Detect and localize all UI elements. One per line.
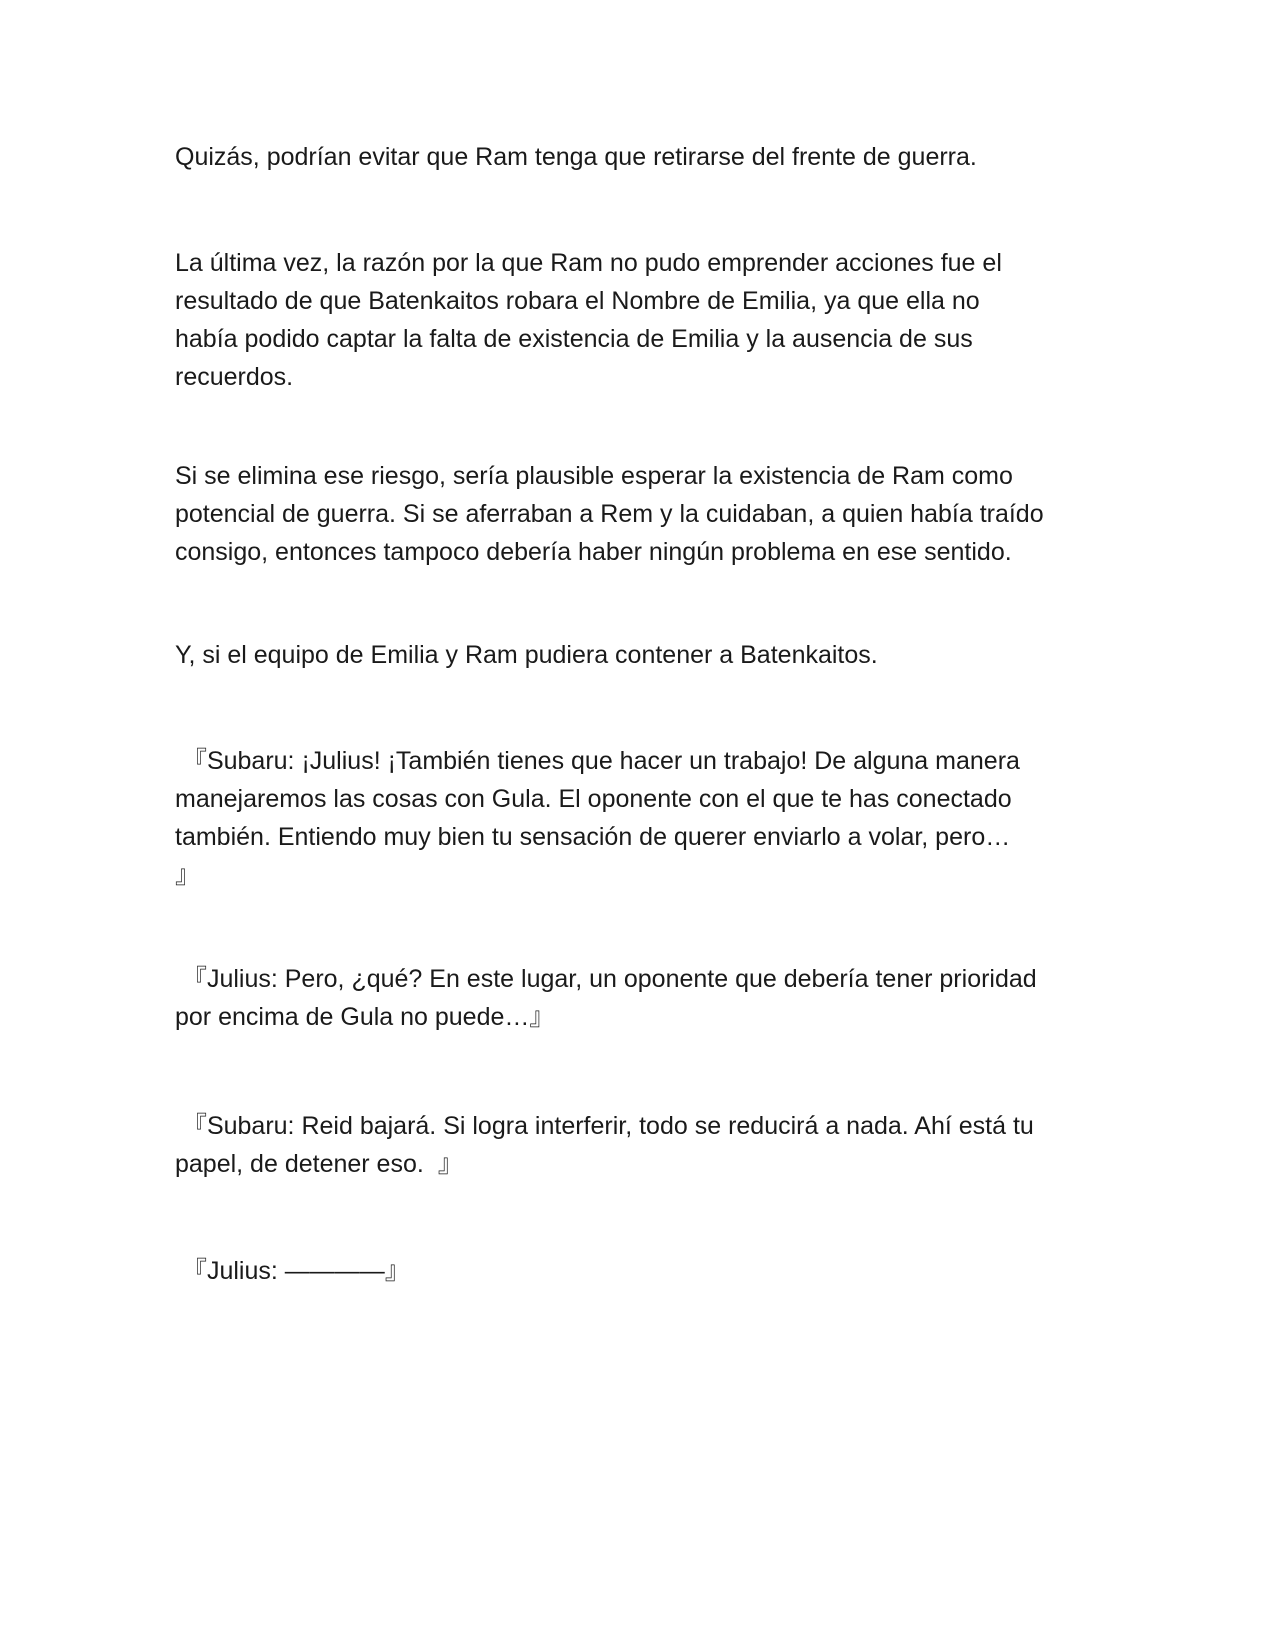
paragraph-1 [175,138,1095,176]
text-line: también. Entiendo muy bien tu sensación de querer enviarlo a volar, pero… [175,823,1011,851]
dialogue-subaru-1 [175,742,1095,894]
text-line: por encima de Gula no puede…』 [175,1003,555,1031]
text-line: Quizás, podrían evitar que Ram tenga que retirarse del frente de guerra. [175,143,977,171]
dialogue-subaru-2 [175,1107,1095,1183]
text-line: papel, de detener eso. 』 [175,1150,463,1178]
dialogue-julius-1 [175,960,1095,1036]
text-line: resultado de que Batenkaitos robara el Nombre de Emilia, ya que ella no [175,287,980,315]
text-line: Y, si el equipo de Emilia y Ram pudiera contener a Batenkaitos. [175,641,878,669]
paragraph-2 [175,244,1095,396]
paragraph-4 [175,636,1095,674]
text-line: 『Julius: ————』 [175,1257,410,1285]
text-line: 『Julius: Pero, ¿qué? En este lugar, un oponente que debería tener prioridad [175,965,1037,993]
text-line: manejaremos las cosas con Gula. El oponente con el que te has conectado [175,785,1012,813]
text-line: Si se elimina ese riesgo, sería plausible esperar la existencia de Ram como [175,462,1013,490]
dialogue-julius-2 [175,1252,1095,1290]
text-line: había podido captar la falta de existencia de Emilia y la ausencia de sus [175,325,973,353]
paragraph-3 [175,457,1095,571]
text-line: potencial de guerra. Si se aferraban a Rem y la cuidaban, a quien había traído [175,500,1044,528]
text-line: 』 [175,861,201,889]
text-line: La última vez, la razón por la que Ram no pudo emprender acciones fue el [175,249,1002,277]
text-line: consigo, entonces tampoco debería haber ningún problema en ese sentido. [175,538,1012,566]
text-line: 『Subaru: ¡Julius! ¡También tienes que hacer un trabajo! De alguna manera [175,747,1020,775]
text-line: recuerdos. [175,363,294,391]
text-line: 『Subaru: Reid bajará. Si logra interferir, todo se reducirá a nada. Ahí está tu [175,1112,1034,1140]
